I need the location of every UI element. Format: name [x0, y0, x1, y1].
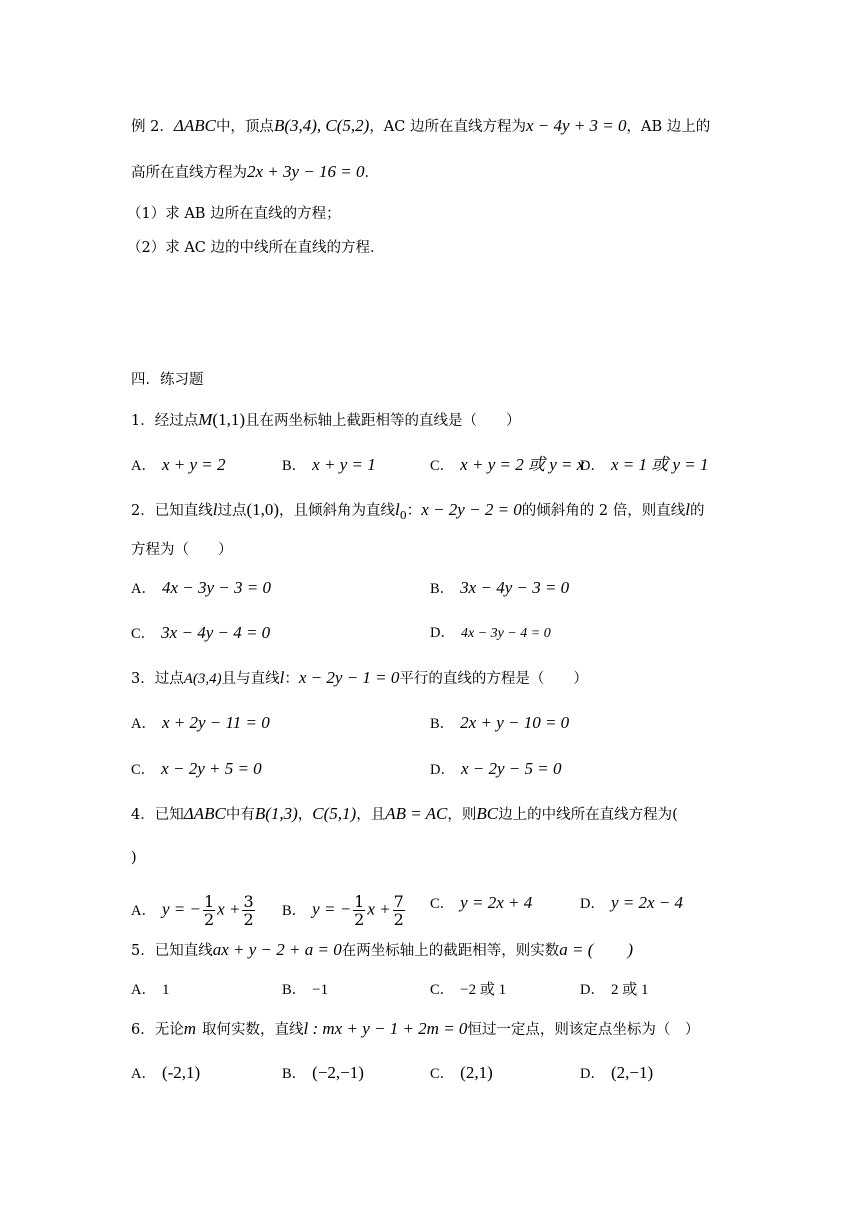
fraction-denominator: 2: [203, 910, 215, 929]
variable-name: m: [183, 1019, 197, 1038]
option-value: (2,−1): [610, 1063, 654, 1082]
option-value: 1: [161, 982, 170, 998]
problem-2-option-b[interactable]: [430, 578, 569, 599]
point-b: B(1,3): [254, 804, 298, 823]
point-coords: A(3,4): [183, 671, 222, 687]
option-value: (−2,−1): [312, 1063, 364, 1082]
problem-2-option-a[interactable]: [131, 578, 271, 599]
example-text: ．: [364, 165, 380, 181]
option-label: A．: [131, 1066, 156, 1082]
option-value: 3x − 4y − 3 = 0: [460, 578, 570, 597]
line-name: l: [395, 500, 400, 519]
problem-text: 在两坐标轴上的截距相等，则实数: [341, 943, 560, 959]
problem-1-option-a[interactable]: [131, 455, 226, 476]
line-name: l: [212, 500, 218, 519]
line-equation: l : mx + y − 1 + 2m = 0: [303, 1019, 468, 1038]
problem-text: ，且: [356, 807, 386, 823]
problem-text: 平行的直线的方程是（ ）: [399, 671, 588, 687]
fraction-numerator: 3: [243, 892, 254, 911]
fraction: [242, 893, 254, 928]
option-label: B．: [282, 458, 307, 474]
problem-1-stem: [131, 410, 520, 431]
option-value: (-2,1): [161, 1063, 201, 1082]
problem-text: 2．已知直线: [131, 503, 213, 519]
option-value: x +: [367, 899, 391, 919]
option-label: D．: [430, 762, 455, 778]
problem-6-option-a[interactable]: [131, 1063, 200, 1084]
option-label: B．: [430, 581, 455, 597]
line-equation: ax + y − 2 + a = 0: [212, 940, 342, 959]
option-value: 2x + y − 10 = 0: [460, 713, 570, 732]
option-value: x − 2y + 5 = 0: [161, 759, 262, 778]
option-value: x +: [217, 899, 241, 919]
problem-text: 的倾斜角的 2 倍，则直线: [521, 503, 686, 519]
altitude-equation: 2x + 3y − 16 = 0: [247, 162, 365, 181]
example-2-line-2: [131, 162, 379, 183]
point-c: C(5,1): [312, 804, 357, 823]
option-value: (2,1): [460, 1063, 493, 1082]
problem-2-option-d[interactable]: [430, 623, 551, 644]
option-value: x = 1 或 y = 1: [610, 455, 709, 474]
problem-text: 取何实数，直线: [202, 1022, 304, 1038]
option-label: C．: [131, 626, 156, 642]
option-value: y = 2x + 4: [460, 893, 533, 912]
option-label: D．: [430, 625, 455, 641]
problem-text: ，: [297, 807, 313, 823]
line-name: l: [279, 668, 285, 687]
problem-3-option-c[interactable]: [131, 759, 262, 780]
option-label: A．: [131, 581, 156, 597]
example-label: 例 2．: [131, 119, 174, 135]
problem-text: 且与直线: [221, 671, 280, 687]
answer-blank: a = ( ): [559, 940, 634, 959]
example-text: 高所在直线方程为: [131, 165, 247, 181]
problem-text: ，且倾斜角为直线: [279, 503, 396, 519]
problem-text: 恒过一定点，则该定点坐标为（ ）: [467, 1022, 700, 1038]
problem-3-option-a[interactable]: [131, 713, 270, 734]
problem-3-option-b[interactable]: [430, 713, 569, 734]
option-value: 4x − 3y − 4 = 0: [460, 626, 551, 641]
fraction: [353, 893, 365, 928]
problem-5-option-c[interactable]: [430, 980, 506, 1000]
option-label: A．: [131, 458, 156, 474]
problem-text: 边上的中线所在直线方程为(: [498, 807, 678, 823]
option-label: D．: [580, 458, 605, 474]
example-2-question-1: （1）求 AB 边所在直线的方程；: [127, 206, 341, 222]
point-coords: (1,1): [212, 410, 245, 429]
option-label: B．: [282, 982, 307, 998]
option-label: B．: [282, 902, 307, 919]
problem-6-option-d[interactable]: [580, 1063, 653, 1084]
option-label: D．: [580, 982, 605, 998]
problem-1-option-b[interactable]: [282, 455, 376, 476]
example-2-line-1: [131, 116, 710, 137]
point-name: M: [198, 410, 213, 429]
option-value: x + y = 2: [161, 455, 226, 474]
option-label: C．: [131, 762, 156, 778]
option-value: y = 2x − 4: [610, 893, 684, 912]
fraction-denominator: 2: [354, 910, 365, 929]
fraction-numerator: 7: [393, 892, 404, 911]
side-name: BC: [476, 804, 499, 823]
problem-text: 4．已知: [131, 807, 184, 823]
problem-3-stem: [131, 668, 588, 689]
point-coords: (1,0): [246, 500, 280, 519]
problem-2-stem-line-2: 方程为（ ）: [131, 542, 233, 558]
option-label: C．: [430, 1066, 455, 1082]
fraction: [203, 893, 215, 928]
problem-text: 且在两坐标轴上截距相等的直线是（ ）: [244, 413, 521, 429]
problem-text: 的: [689, 503, 705, 519]
problem-4-option-d[interactable]: [580, 893, 683, 914]
option-value: y = −: [161, 899, 201, 919]
option-label: B．: [282, 1066, 307, 1082]
problem-text: 3．过点: [131, 671, 184, 687]
line-equation: x − 2y − 1 = 0: [298, 668, 400, 687]
example-2-question-2: （2）求 AC 边的中线所在直线的方程．: [127, 240, 385, 256]
problem-4-stem: [131, 804, 678, 825]
fraction-denominator: 2: [243, 910, 254, 929]
option-label: D．: [580, 896, 605, 912]
problem-text: 1．经过点: [131, 413, 199, 429]
problem-5-option-d[interactable]: [580, 980, 649, 1000]
option-value: 2 或 1: [610, 982, 649, 998]
problem-2-option-c[interactable]: [131, 623, 270, 644]
example-text: ，AB 边上的: [626, 119, 711, 135]
problem-6-option-c[interactable]: [430, 1063, 493, 1084]
problem-5-stem: [131, 940, 633, 961]
subscript: 0: [399, 508, 407, 522]
option-value: y = −: [312, 899, 352, 919]
triangle-name: ΔABC: [183, 804, 226, 823]
example-text: 中，顶点: [215, 119, 274, 135]
triangle-name: ΔABC: [173, 116, 216, 135]
option-value: x + y = 2 或 y = x: [460, 455, 585, 474]
problem-6-option-b[interactable]: [282, 1063, 364, 1084]
problem-4-stem-line-2: ): [131, 850, 137, 866]
option-label: C．: [430, 458, 455, 474]
fraction-numerator: 1: [203, 892, 215, 911]
option-value: −2 或 1: [460, 982, 507, 998]
problem-6-stem: [131, 1019, 699, 1040]
option-label: B．: [430, 716, 455, 732]
problem-3-option-d[interactable]: [430, 759, 562, 780]
option-value: x − 2y − 5 = 0: [460, 759, 562, 778]
problem-text: 过点: [217, 503, 247, 519]
problem-4-option-c[interactable]: [430, 893, 532, 914]
ac-equation: x − 4y + 3 = 0: [526, 116, 627, 135]
fraction-numerator: 1: [354, 892, 365, 911]
option-label: A．: [131, 982, 156, 998]
line-equation: x − 2y − 2 = 0: [421, 500, 522, 519]
problem-text: 5．已知直线: [131, 943, 213, 959]
problem-4-option-a[interactable]: [131, 893, 257, 928]
line-name: l: [685, 500, 690, 519]
problem-text: ，则: [447, 807, 477, 823]
fraction-denominator: 2: [393, 910, 404, 929]
problem-2-stem: [131, 500, 704, 526]
problem-1-option-d[interactable]: [580, 455, 709, 476]
option-value: x + y = 1: [312, 455, 376, 474]
vertex-points: B(3,4), C(5,2): [273, 116, 370, 135]
example-text: ，AC 边所在直线方程为: [369, 119, 526, 135]
fraction: [393, 893, 405, 928]
option-label: A．: [131, 716, 156, 732]
option-label: D．: [580, 1066, 605, 1082]
problem-text: 中有: [225, 807, 255, 823]
problem-text: ：: [406, 503, 422, 519]
option-value: 4x − 3y − 3 = 0: [161, 578, 271, 597]
option-value: x + 2y − 11 = 0: [161, 713, 270, 732]
option-value: −1: [312, 982, 329, 998]
problem-4-option-b[interactable]: [282, 893, 407, 928]
section-title: 四．练习题: [131, 372, 204, 388]
option-label: A．: [131, 902, 156, 919]
option-label: C．: [430, 896, 455, 912]
option-value: 3x − 4y − 4 = 0: [161, 623, 271, 642]
problem-5-option-b[interactable]: [282, 980, 328, 1000]
problem-text: ：: [284, 671, 299, 687]
problem-5-option-a[interactable]: [131, 980, 169, 1000]
option-label: C．: [430, 982, 455, 998]
side-equality: AB = AC: [385, 804, 448, 823]
problem-1-option-c[interactable]: [430, 455, 584, 476]
problem-text: 6．无论: [131, 1022, 184, 1038]
